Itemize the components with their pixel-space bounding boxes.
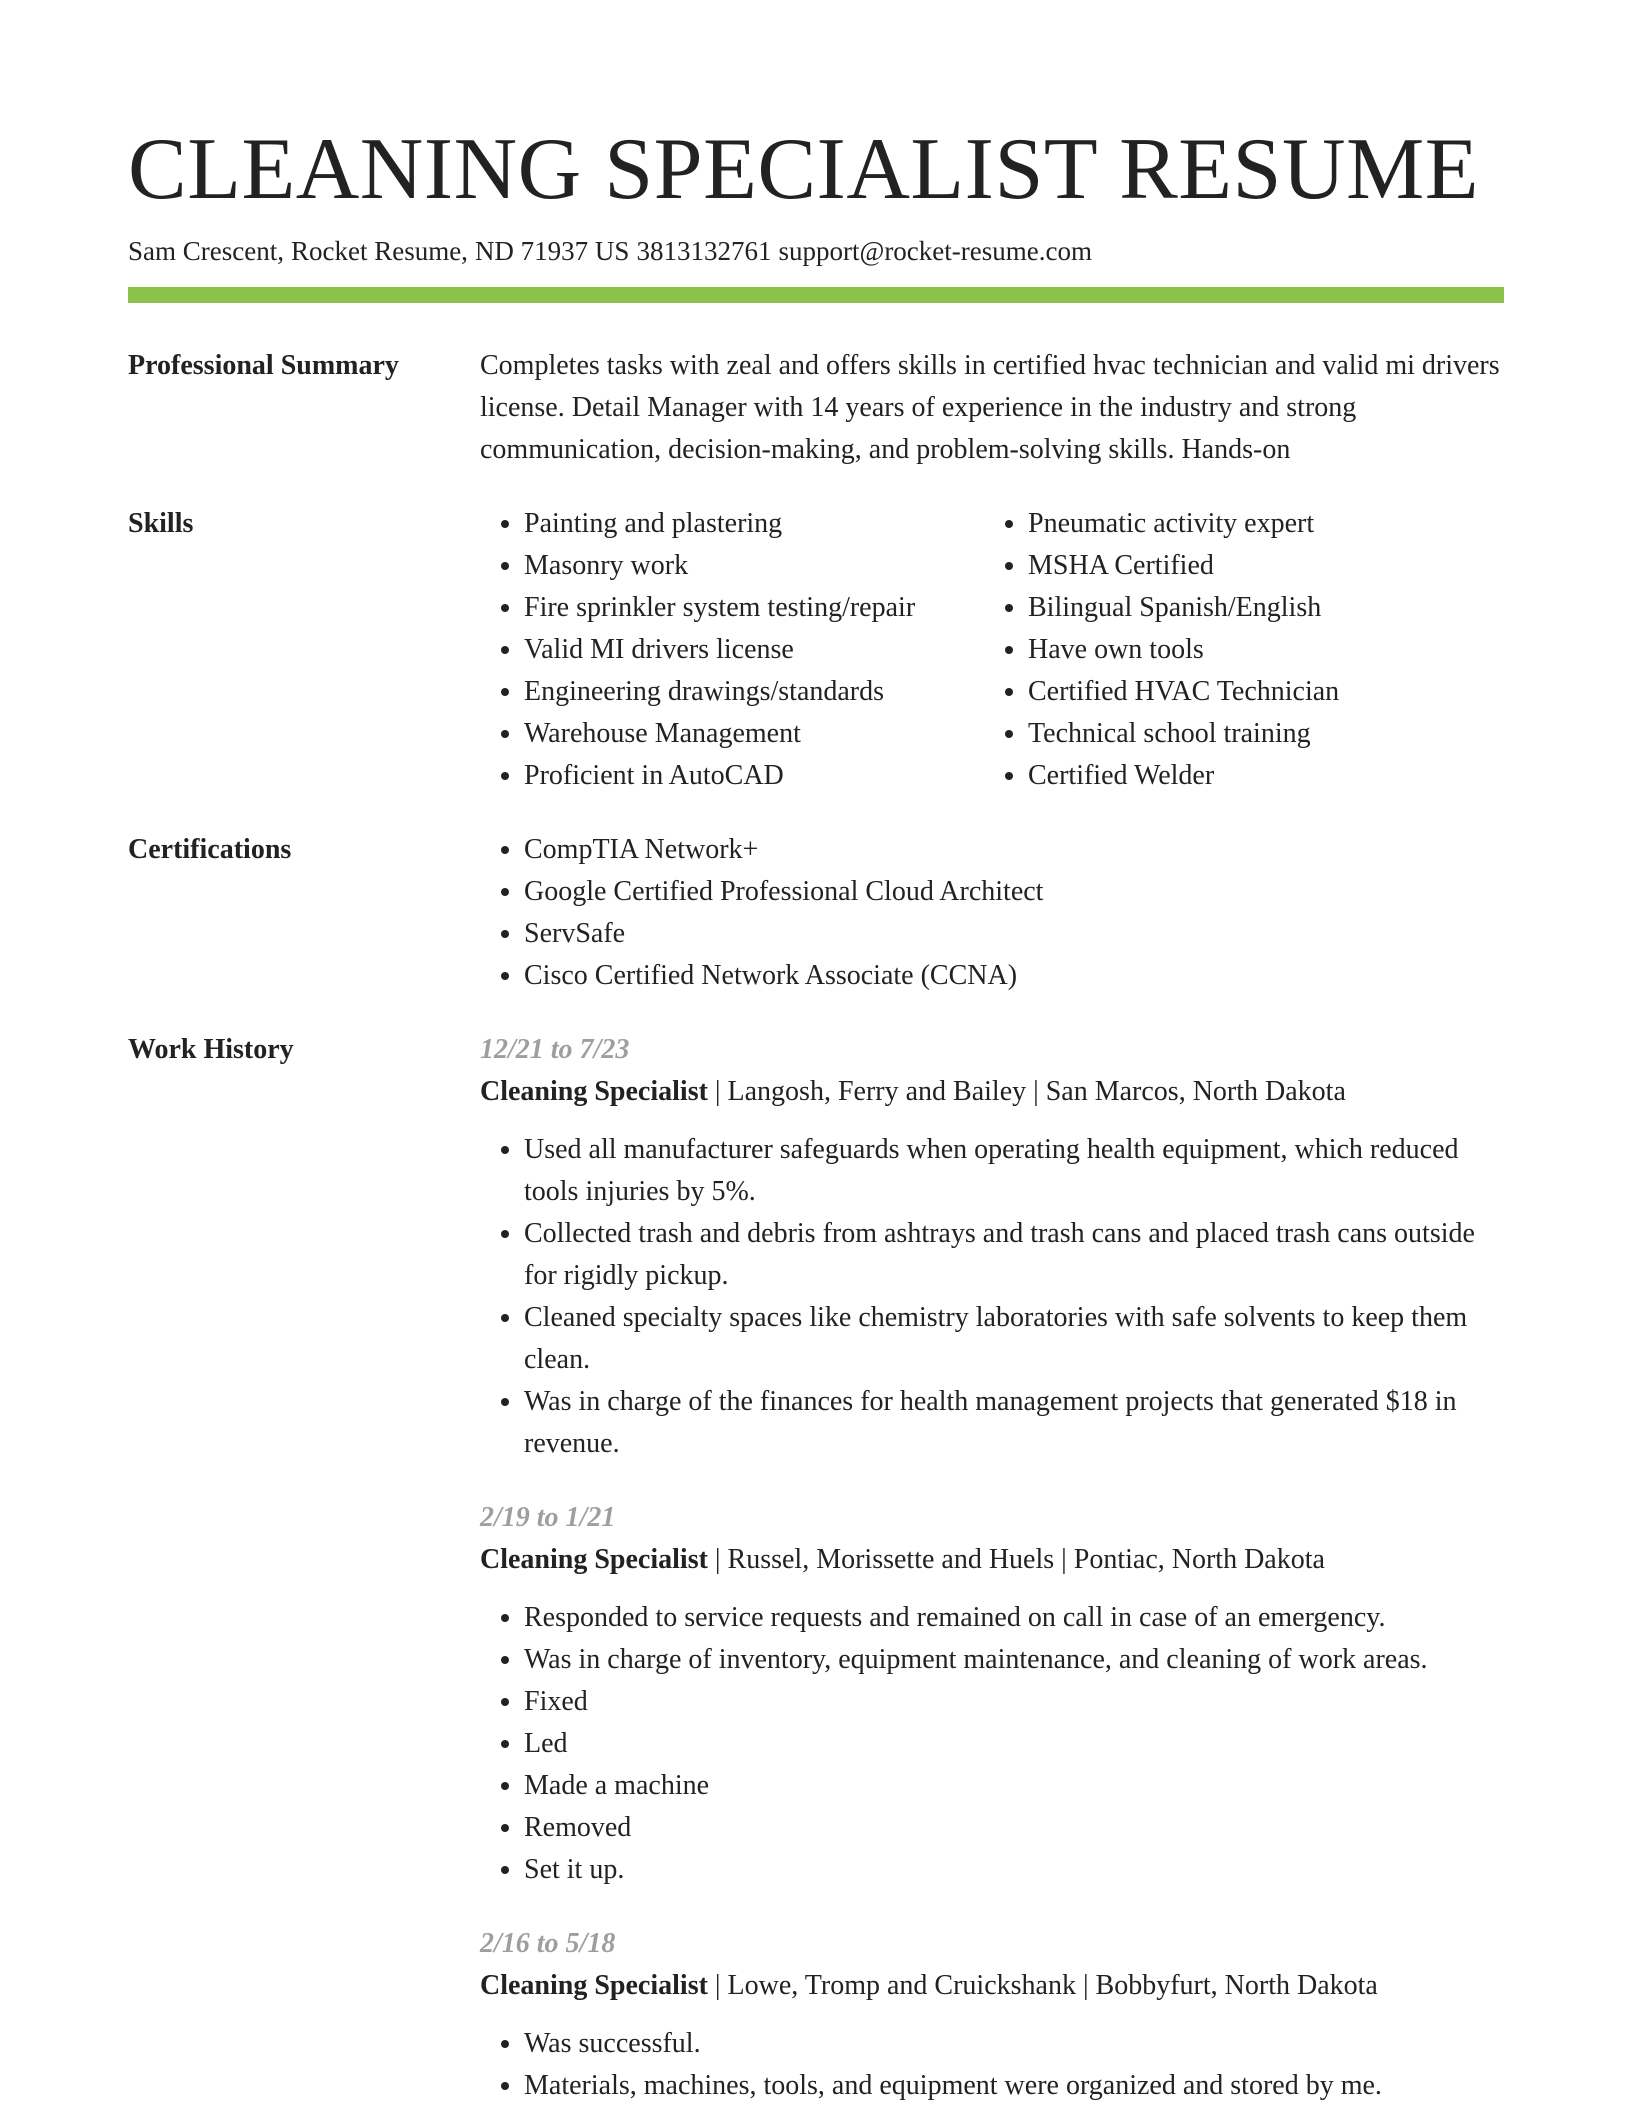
contact-name: Sam Crescent, <box>128 236 284 266</box>
job-bullet: • Cleaned specialty spaces like chemistry laboratories with safe solvents to keep them clean. <box>524 1297 1504 1381</box>
skill-item: • Pneumatic activity expert <box>1028 503 1504 545</box>
job-bullets <box>480 1129 1504 1465</box>
job-title: Cleaning Specialist <box>480 1544 708 1575</box>
job-bullets <box>480 1597 1504 1891</box>
skills-list-right <box>984 503 1504 797</box>
skill-item: • Masonry work <box>524 545 984 587</box>
work-history-heading: Work History <box>128 1034 294 1065</box>
certification-item: • CompTIA Network+ <box>524 829 1504 871</box>
work-history-section <box>128 1029 1504 2107</box>
skill-item: • MSHA Certified <box>1028 545 1504 587</box>
job-employer-location: | Russel, Morissette and Huels | Pontiac, North Dakota <box>707 1544 1325 1575</box>
certifications-body <box>480 829 1504 997</box>
skills-list-left <box>480 503 984 797</box>
contact-email: support@rocket-resume.com <box>778 236 1092 266</box>
contact-company: Rocket Resume, <box>290 236 468 266</box>
job-bullet: • Removed <box>524 1807 1504 1849</box>
contact-location: ND 71937 US <box>474 236 630 266</box>
job-bullet: • Used all manufacturer safeguards when operating health equipment, which reduced tools injuries by 5%. <box>524 1129 1504 1213</box>
job-bullet: • Was successful. <box>524 2023 1504 2065</box>
job-title-line <box>480 1965 1504 2007</box>
summary-text: Completes tasks with zeal and offers skills in certified hvac technician and valid mi drivers license. Detail Manager with 14 years of experience in the industry and strong communication, decision-making, and problem-solving skills. Hands-on <box>480 350 1500 465</box>
job-bullet: • Set it up. <box>524 1849 1504 1891</box>
skill-item: • Have own tools <box>1028 629 1504 671</box>
job-bullet: • Was in charge of inventory, equipment maintenance, and cleaning of work areas. <box>524 1639 1504 1681</box>
certification-item: • Google Certified Professional Cloud Architect <box>524 871 1504 913</box>
contact-phone: 3813132761 <box>636 236 772 266</box>
skill-item: • Bilingual Spanish/English <box>1028 587 1504 629</box>
skill-item: • Engineering drawings/standards <box>524 671 984 713</box>
job-title: Cleaning Specialist <box>480 1970 708 2001</box>
job-dates: 12/21 to 7/23 <box>480 1034 630 1065</box>
summary-heading: Professional Summary <box>128 350 399 381</box>
job-dates: 2/16 to 5/18 <box>480 1928 616 1959</box>
job-entry <box>480 1923 1504 2107</box>
skill-item: • Technical school training <box>1028 713 1504 755</box>
job-bullet: • Fixed <box>524 1681 1504 1723</box>
resume-title: CLEANING SPECIALIST RESUME <box>128 121 1480 218</box>
job-entry <box>480 1497 1504 1891</box>
job-bullet: • Led <box>524 1723 1504 1765</box>
job-bullet: • Materials, machines, tools, and equipment were organized and stored by me. <box>524 2065 1504 2107</box>
skill-item: • Painting and plastering <box>524 503 984 545</box>
job-employer-location: | Langosh, Ferry and Bailey | San Marcos, North Dakota <box>707 1076 1346 1107</box>
skill-item: • Proficient in AutoCAD <box>524 755 984 797</box>
skills-heading: Skills <box>128 508 194 539</box>
skill-item: • Fire sprinkler system testing/repair <box>524 587 984 629</box>
summary-section <box>128 345 1504 471</box>
contact-line <box>128 233 1504 269</box>
job-bullet: • Made a machine <box>524 1765 1504 1807</box>
certifications-list <box>480 829 1504 997</box>
job-employer-location: | Lowe, Tromp and Cruickshank | Bobbyfurt, North Dakota <box>707 1970 1378 2001</box>
job-dates: 2/19 to 1/21 <box>480 1502 616 1533</box>
header-divider <box>128 287 1504 303</box>
job-title: Cleaning Specialist <box>480 1076 708 1107</box>
job-bullet: • Collected trash and debris from ashtrays and trash cans and placed trash cans outside for rigidly pickup. <box>524 1213 1504 1297</box>
job-title-line <box>480 1071 1504 1113</box>
work-history-body <box>480 1029 1504 2107</box>
skill-item: • Certified Welder <box>1028 755 1504 797</box>
job-entry <box>480 1029 1504 1465</box>
certification-item: • Cisco Certified Network Associate (CCNA) <box>524 955 1504 997</box>
job-bullet: • Responded to service requests and remained on call in case of an emergency. <box>524 1597 1504 1639</box>
job-bullets <box>480 2023 1504 2107</box>
certification-item: • ServSafe <box>524 913 1504 955</box>
job-bullet: • Was in charge of the finances for health management projects that generated $18 in revenue. <box>524 1381 1504 1465</box>
job-title-line <box>480 1539 1504 1581</box>
skill-item: • Certified HVAC Technician <box>1028 671 1504 713</box>
skill-item: • Warehouse Management <box>524 713 984 755</box>
skill-item: • Valid MI drivers license <box>524 629 984 671</box>
certifications-section <box>128 829 1504 997</box>
resume-page <box>128 0 1504 2107</box>
certifications-heading: Certifications <box>128 834 292 865</box>
skills-columns <box>480 503 1504 797</box>
skills-section <box>128 503 1504 797</box>
